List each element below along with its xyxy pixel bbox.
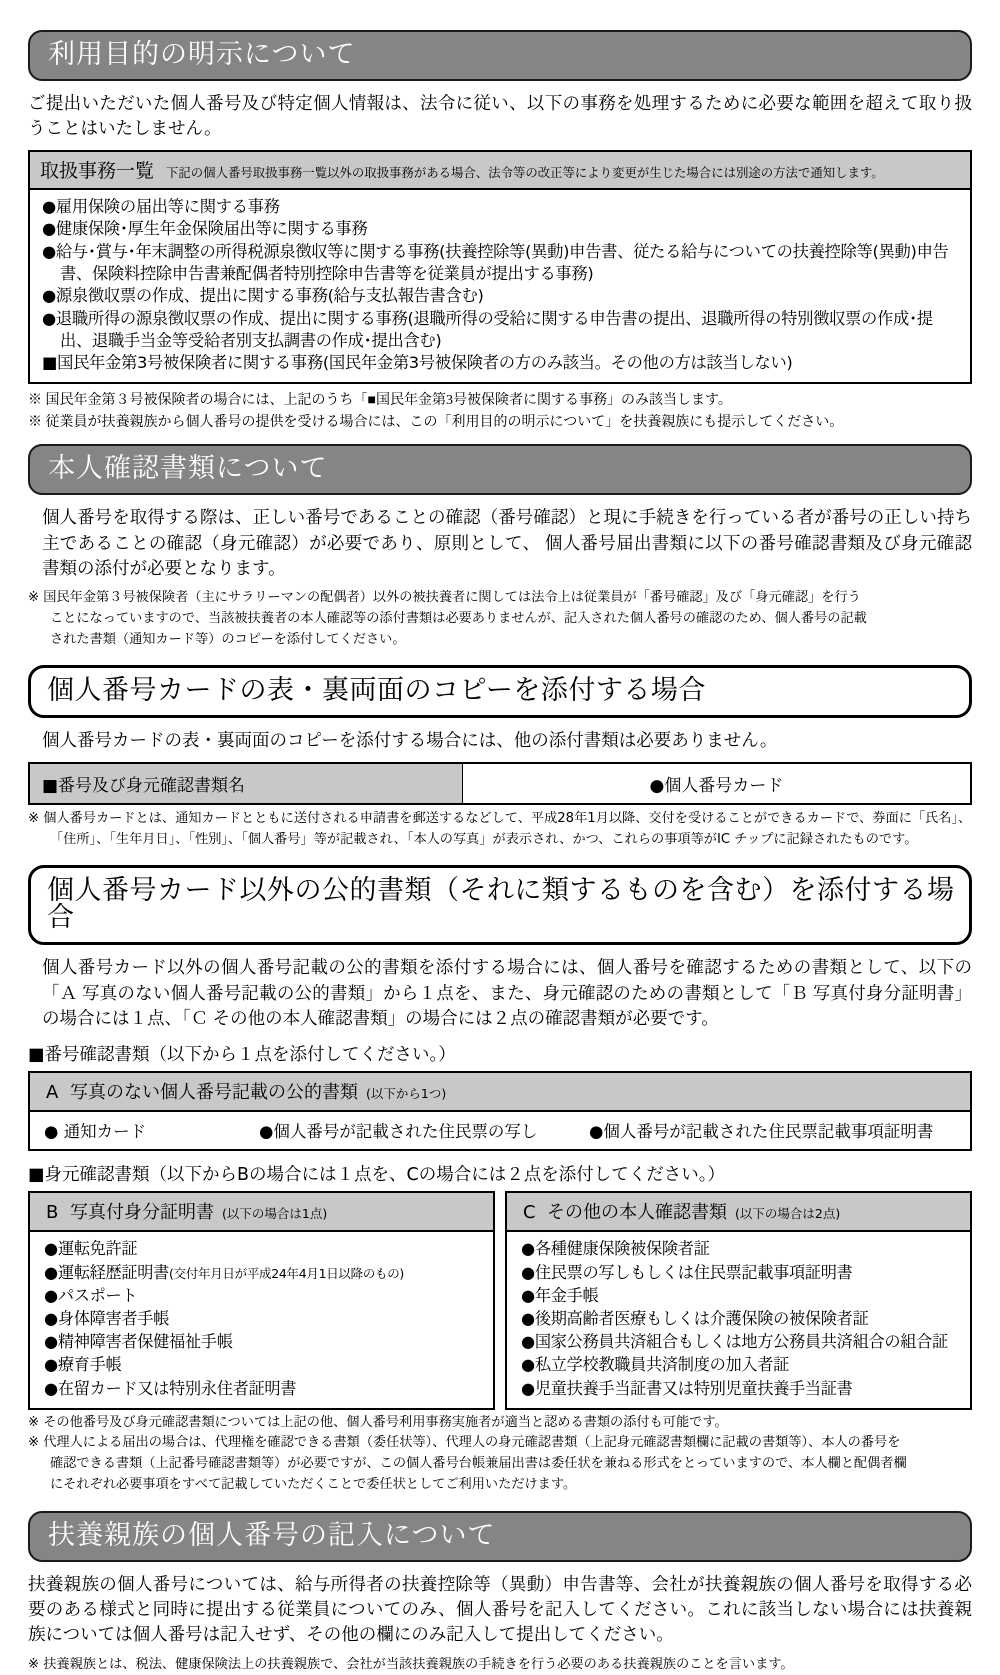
table-a-letter: A — [46, 1082, 59, 1104]
list-item: ●源泉徴収票の作成、提出に関する事務(給与支払報告書含む) — [42, 286, 484, 306]
list-item: ●個人番号が記載された住民票記載事項証明書 — [589, 1122, 934, 1142]
table-b-subtitle: (以下の場合は1点) — [222, 1206, 328, 1222]
document-table-a — [28, 1071, 972, 1151]
other-docs-note-1: ※ その他番号及び身元確認書類については上記の他、個人番号利用事務実施者が適当と認める書類の添付も可能です。 — [28, 1414, 728, 1430]
card-document-key: ■番号及び身元確認書類名 — [29, 763, 462, 804]
handling-tasks-title: 取扱事務一覧 — [40, 159, 155, 182]
list-item-label: ●運転経歴証明書 — [44, 1262, 170, 1282]
section-banner-identity: 本人確認書類について — [28, 444, 972, 495]
table-row — [44, 1118, 962, 1142]
handling-tasks-subtitle: 下記の個人番号取扱事務一覧以外の取扱事務がある場合、法令等の改正等により変更が生じた場合には別途の方法で通知します。 — [166, 164, 884, 180]
document-table-c-column — [505, 1191, 972, 1409]
list-item — [44, 1262, 485, 1284]
document-table-b-column — [28, 1191, 495, 1409]
list-item: ■国民年金第3号被保険者に関する事務(国民年金第3号被保険者の方のみ該当。その他の方は該当しない) — [42, 353, 793, 373]
card-copy-intro-paragraph: 個人番号カードの表・裏両面のコピーを添付する場合には、他の添付書類は必要ありません。 — [42, 730, 778, 751]
table-a-subtitle: (以下から1つ) — [366, 1086, 447, 1102]
card-document-table — [28, 762, 972, 805]
list-item: ●各種健康保険被保険者証 — [521, 1239, 710, 1259]
purpose-intro-paragraph: ご提出いただいた個人番号及び特定個人情報は、法令に従い、以下の事務を処理するために必要な範囲を超えて取り扱うことはいたしません。 — [28, 93, 972, 139]
table-row — [29, 763, 971, 804]
other-docs-note-3: 確認できる書類（上記番号確認書類等）が必要ですが、この個人番号台帳兼届出書は委任状を兼ねる形式をとっていますので、本人欄と配偶者欄 — [50, 1456, 907, 1472]
handling-tasks-table — [28, 150, 972, 384]
document-table-b-body — [30, 1232, 493, 1407]
list-item: ●退職所得の源泉徴収票の作成、提出に関する事務(退職所得の受給に関する申告書の提出、退職所得の特別徴収票の作成･提出、退職手当金等受給者別支払調書の作成･提出含む) — [42, 309, 933, 350]
table-b-letter: B — [46, 1202, 59, 1224]
card-copy-note-1: ※ 個人番号カードとは、通知カードとともに送付される申請書を郵送するなどして、平成28年1月以降、交付を受けることができるカードで、券面に「氏名」、 — [28, 810, 972, 826]
identity-note-3: された書類（通知カード等）のコピーを添付してください。 — [50, 631, 406, 647]
section-banner-other-docs: 個人番号カード以外の公的書類（それに類するものを含む）を添付する場合 — [28, 865, 972, 945]
list-item: ●健康保険･厚生年金保険届出等に関する事務 — [42, 219, 368, 239]
table-a-title: 写真のない個人番号記載の公的書類 — [70, 1082, 358, 1104]
document-table-a-header — [30, 1073, 970, 1112]
section-banner-card-copy: 個人番号カードの表・裏両面のコピーを添付する場合 — [28, 665, 972, 718]
card-document-value: ●個人番号カード — [462, 763, 971, 804]
other-docs-intro-paragraph: 個人番号カード以外の個人番号記載の公的書類を添付する場合には、個人番号を確認するための書類として、以下の「Ａ 写真のない個人番号記載の公的書類」から１点を、また、身元確認のための書類として「Ｂ 写真付身分証明書」の場合には１点、「Ｃ その他の本人確認書類」の場合には２点の確認書類が必要です。 — [42, 957, 972, 1029]
document-table-c-header — [507, 1193, 970, 1232]
other-docs-note-2: ※ 代理人による届出の場合は、代理権を確認できる書類（委任状等）、代理人の身元確認書類（上記身元確認書類欄に記載の書類等）、本人の番号を — [28, 1435, 901, 1451]
list-item: ●住民票の写しもしくは住民票記載事項証明書 — [521, 1262, 853, 1282]
list-item: ●国家公務員共済組合もしくは地方公務員共済組合の組合証 — [521, 1332, 948, 1352]
table-c-title: その他の本人確認書類 — [547, 1202, 727, 1224]
list-item: ●年金手帳 — [521, 1285, 599, 1305]
list-item: ● 通知カード — [44, 1122, 147, 1142]
list-item: ●身体障害者手帳 — [44, 1308, 170, 1328]
document-table-c — [505, 1191, 972, 1409]
handling-tasks-table-header — [30, 152, 970, 190]
document-table-c-body — [507, 1232, 970, 1407]
purpose-note-1: ※ 国民年金第３号被保険者の場合には、上記のうち「■国民年金第3号被保険者に関する事務」のみ該当します。 — [28, 393, 732, 409]
table-c-subtitle: (以下の場合は2点) — [735, 1206, 841, 1222]
list-item: ●私立学校教職員共済制度の加入者証 — [521, 1355, 790, 1375]
list-item-suffix: (交付年月日が平成24年4月1日以降のもの) — [169, 1265, 405, 1281]
number-confirmation-heading: ■番号確認書類（以下から１点を添付してください。） — [28, 1045, 456, 1066]
document-tables-bc-wrapper — [28, 1191, 972, 1409]
list-item: ●療育手帳 — [44, 1355, 122, 1375]
identity-note-1: ※ 国民年金第３号被保険者（主にサラリーマンの配偶者）以外の被扶養者に関しては法令上は従業員が「番号確認」及び「身元確認」を行う — [28, 590, 861, 606]
list-item: ●運転免許証 — [44, 1239, 138, 1259]
section-banner-dependents: 扶養親族の個人番号の記入について — [28, 1511, 972, 1562]
list-item: ●後期高齢者医療もしくは介護保険の被保険者証 — [521, 1308, 869, 1328]
dependents-intro-paragraph: 扶養親族の個人番号については、給与所得者の扶養控除等（異動）申告書等、会社が扶養親族の個人番号を取得する必要のある様式と同時に提出する従業員についてのみ、個人番号を記入してください。これに該当しない場合には扶養親族については個人番号は記入せず、その他の欄にのみ記入して提出してください。 — [28, 1573, 972, 1645]
handling-tasks-table-body — [30, 190, 970, 382]
document-table-b-header — [30, 1193, 493, 1232]
list-item: ●個人番号が記載された住民票の写し — [259, 1122, 538, 1142]
list-item: ●在留カード又は特別永住者証明書 — [44, 1378, 297, 1398]
list-item: ●精神障害者保健福祉手帳 — [44, 1332, 233, 1352]
card-copy-note-2: 「住所」、「生年月日」、「性別」、「個人番号」等が記載され、「本人の写真」が表示され、かつ、これらの事項等がIC チップに記録されたものです。 — [50, 831, 918, 847]
document-table-a-body — [30, 1112, 970, 1149]
other-docs-note-4: にそれぞれ必要事項をすべて記載していただくことで委任状としてご利用いただけます。 — [50, 1476, 577, 1492]
document-table-b — [28, 1191, 495, 1409]
list-item: ●雇用保険の届出等に関する事務 — [42, 196, 280, 216]
section-banner-purpose: 利用目的の明示について — [28, 30, 972, 81]
dependents-note: ※ 扶養親族とは、税法、健康保険法上の扶養親族で、会社が当該扶養親族の手続きを行う必要のある扶養親族のことを言います。 — [28, 1656, 794, 1672]
purpose-note-2: ※ 従業員が扶養親族から個人番号の提供を受ける場合には、この「利用目的の明示について」を扶養親族にも提示してください。 — [28, 415, 844, 431]
identity-confirmation-heading: ■身元確認書類（以下からBの場合には１点を、Cの場合には２点を添付してください。） — [28, 1165, 726, 1186]
list-item: ●児童扶養手当証書又は特別児童扶養手当証書 — [521, 1378, 853, 1398]
table-c-letter: C — [523, 1202, 536, 1224]
identity-note-2: ことになっていますので、当該被扶養者の本人確認等の添付書類は必要ありませんが、記入された個人番号の確認のため、個人番号の記載 — [50, 610, 867, 626]
list-item: ●パスポート — [44, 1285, 138, 1305]
list-item: ●給与･賞与･年末調整の所得税源泉徴収等に関する事務(扶養控除等(異動)申告書、従たる給与についての扶養控除等(異動)申告書、保険料控除申告書兼配偶者特別控除申告書等を従業員が提出する事務) — [42, 242, 949, 283]
table-b-title: 写真付身分証明書 — [70, 1202, 214, 1224]
identity-intro-paragraph: 個人番号を取得する際は、正しい番号であることの確認（番号確認）と現に手続きを行っている者が番号の正しい持ち主であることの確認（身元確認）が必要であり、原則として、 個人番号届出書類に以下の番号確認書類及び身元確認書類の添付が必要となります。 — [42, 507, 972, 578]
